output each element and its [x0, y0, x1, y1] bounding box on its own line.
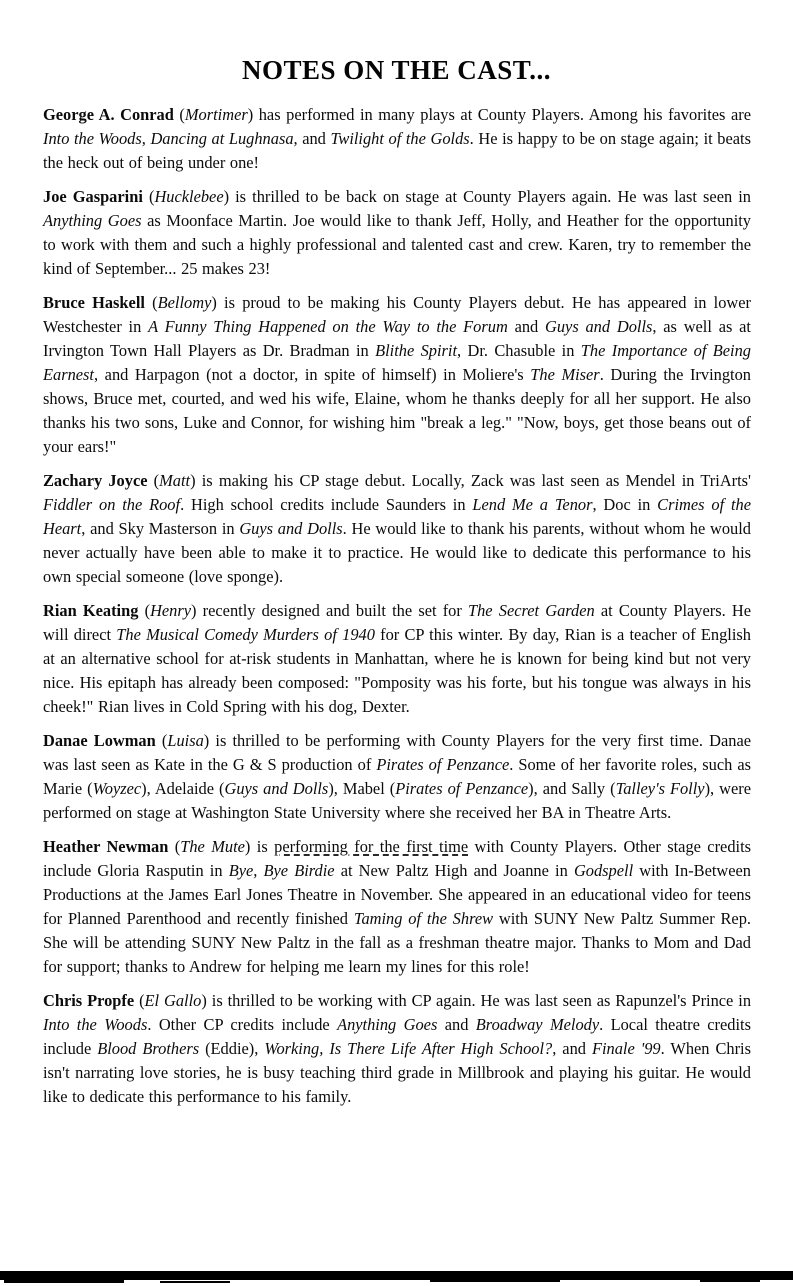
- text-segment: Bye, Bye Birdie: [228, 861, 335, 880]
- text-segment: Zachary Joyce: [43, 471, 154, 490]
- text-segment: Godspell: [573, 861, 634, 880]
- text-segment: Anything Goes: [43, 211, 142, 230]
- text-segment: at County Players. He will direct: [43, 601, 751, 644]
- text-segment: ), Adelaide (: [141, 779, 225, 798]
- cast-bio-paragraph: [43, 291, 751, 459]
- text-segment: . Other CP credits include: [147, 1015, 338, 1034]
- text-segment: ) is making his CP stage debut. Locally, Zack was last seen as Mendel in TriArts': [190, 471, 752, 490]
- text-segment: Talley's Folly: [615, 779, 705, 798]
- text-segment: Bellomy: [157, 293, 212, 312]
- text-segment: , Dr. Chasuble in: [457, 341, 581, 360]
- text-segment: ), and Sally (: [528, 779, 616, 798]
- text-segment: ) is thrilled to be performing with County Players for the very first time. Danae was last seen as Kate in the G & S production of: [43, 731, 751, 774]
- text-segment: Working, Is There Life After High School?: [264, 1039, 553, 1058]
- text-segment: Taming of the Shrew: [353, 909, 494, 928]
- text-segment: Woyzec: [92, 779, 142, 798]
- text-segment: ), Mabel (: [328, 779, 396, 798]
- text-segment: , and Harpagon (not a doctor, in spite of himself) in Moliere's: [94, 365, 531, 384]
- text-segment: Into the Woods: [43, 129, 142, 148]
- text-segment: (: [148, 187, 155, 206]
- text-segment: The Mute: [180, 837, 245, 856]
- text-segment: (: [179, 105, 185, 124]
- text-segment: Matt: [159, 471, 191, 490]
- text-segment: . Some of her favorite roles, such as Marie (: [43, 755, 751, 798]
- text-segment: The Secret Garden: [467, 601, 595, 620]
- text-segment: Henry: [150, 601, 192, 620]
- text-segment: Guys and Dolls: [224, 779, 329, 798]
- text-segment: ) has performed in many plays at County Players. Among his favorites are: [247, 105, 751, 124]
- text-segment: and: [507, 317, 546, 336]
- text-segment: Joe Gasparini: [43, 187, 149, 206]
- text-segment: Bruce Haskell: [43, 293, 153, 312]
- text-segment: . During the Irvington shows, Bruce met, courted, and wed his wife, Elaine, whom he thanks deeply for all her support. He also thanks his two sons, Luke and Connor, for wishing him "break a leg." "Now, boys, get those beans out of your ears!": [43, 365, 751, 456]
- text-segment: Finale '99: [591, 1039, 661, 1058]
- text-segment: ) recently designed and built the set for: [191, 601, 468, 620]
- text-segment: Danae Lowman: [43, 731, 162, 750]
- scan-edge-artifact: [430, 1280, 560, 1282]
- cast-bio-paragraph: [43, 599, 751, 719]
- text-segment: Dancing at Lughnasa: [150, 129, 294, 148]
- cast-bio-paragraph: [43, 989, 751, 1109]
- text-segment: (: [152, 293, 158, 312]
- text-segment: Guys and Dolls: [545, 317, 653, 336]
- text-segment: with In-Between Productions at the James Earl Jones Theatre in November. She appeared in an educational video for teens for Planned Parenthood and recently finished: [43, 861, 751, 928]
- text-segment: Anything Goes: [337, 1015, 438, 1034]
- text-segment: Pirates of Penzance: [395, 779, 529, 798]
- text-segment: , as well as at Irvington Town Hall Players as Dr. Bradman in: [43, 317, 751, 360]
- text-segment: Heather Newman: [43, 837, 175, 856]
- text-segment: with SUNY New Paltz Summer Rep. She will be attending SUNY New Paltz in the fall as a freshman theatre major. Thanks to Mom and Dad for support; thanks to Andrew for helping me learn my lines for this role!: [43, 909, 751, 976]
- text-segment: Into the Woods: [43, 1015, 148, 1034]
- text-segment: A Funny Thing Happened on the Way to the Forum: [148, 317, 508, 336]
- text-segment: El Gallo: [144, 991, 202, 1010]
- text-segment: The Importance of Being Earnest: [43, 341, 751, 384]
- text-segment: ), were performed on stage at Washington State University where she received her BA in Theatre Arts.: [43, 779, 751, 822]
- text-segment: ) is thrilled to be working with CP again. He was last seen as Rapunzel's Prince in: [201, 991, 752, 1010]
- text-segment: Chris Propfe: [43, 991, 140, 1010]
- text-segment: . High school credits include Saunders in: [180, 495, 473, 514]
- text-segment: Broadway Melody: [475, 1015, 600, 1034]
- scan-edge-artifact: [4, 1280, 124, 1283]
- text-segment: Rian Keating: [43, 601, 145, 620]
- text-segment: , and: [552, 1039, 592, 1058]
- text-segment: (: [139, 991, 145, 1010]
- text-segment: Mortimer: [184, 105, 248, 124]
- scan-edge-artifact: [700, 1280, 760, 1282]
- cast-notes: [43, 103, 751, 1119]
- text-segment: . He is happy to be on stage again; it beats the heck out of being under one!: [43, 129, 751, 172]
- text-segment: The Miser: [530, 365, 600, 384]
- scan-edge-artifact: [0, 1271, 793, 1280]
- text-segment: with County Players. Other stage credits include Gloria Rasputin in: [43, 837, 752, 880]
- text-segment: , and: [293, 129, 331, 148]
- text-segment: . Local theatre credits include: [43, 1015, 751, 1058]
- cast-bio-paragraph: [43, 729, 751, 825]
- text-segment: Luisa: [167, 731, 204, 750]
- text-segment: . When Chris isn't narrating love stories, he is busy teaching third grade in Millbrook and playing his guitar. He would like to dedicate this performance to his family.: [43, 1039, 751, 1106]
- cast-bio-paragraph: [43, 835, 751, 979]
- text-segment: as Moonface Martin. Joe would like to thank Jeff, Holly, and Heather for the opportunity to work with them and such a highly professional and talented cast and crew. Karen, try to remember the kind of September... 25 makes 23!: [43, 211, 751, 278]
- text-segment: and: [437, 1015, 476, 1034]
- text-segment: ,: [141, 129, 151, 148]
- text-segment: Guys and Dolls: [239, 519, 343, 538]
- text-segment: ) is: [244, 837, 275, 856]
- text-segment: for CP this winter. By day, Rian is a teacher of English at an alternative school for at-risk students in Manhattan, where he is known for being kind but not very nice. His epitaph has already been composed: "Pomposity was his forte, but his tongue was always in his cheek!" Rian lives in Cold Spring with his dog, Dexter.: [43, 625, 751, 716]
- cast-bio-paragraph: [43, 185, 751, 281]
- text-segment: Hucklebee: [154, 187, 224, 206]
- cast-bio-paragraph: [43, 469, 751, 589]
- text-segment: ) is thrilled to be back on stage at County Players again. He was last seen in: [223, 187, 751, 206]
- text-segment: , and Sky Masterson in: [81, 519, 240, 538]
- text-segment: Lend Me a Tenor: [472, 495, 593, 514]
- text-segment: performing for the first time: [274, 837, 469, 856]
- text-segment: (: [153, 471, 160, 490]
- text-segment: George A. Conrad: [43, 105, 180, 124]
- text-segment: , Doc in: [592, 495, 658, 514]
- text-segment: Crimes of the Heart: [43, 495, 751, 538]
- scan-edge-artifact: [160, 1281, 230, 1283]
- text-segment: (: [144, 601, 151, 620]
- text-segment: Fiddler on the Roof: [43, 495, 181, 514]
- text-segment: Blithe Spirit: [375, 341, 458, 360]
- text-segment: at New Paltz High and Joanne in: [334, 861, 574, 880]
- text-segment: (: [174, 837, 181, 856]
- text-segment: Twilight of the Golds: [330, 129, 470, 148]
- page-title: NOTES ON THE CAST...: [241, 55, 552, 85]
- text-segment: The Musical Comedy Murders of 1940: [116, 625, 375, 644]
- text-segment: Pirates of Penzance: [376, 755, 510, 774]
- text-segment: ) is proud to be making his County Players debut. He has appeared in lower Westchester in: [43, 293, 751, 336]
- text-segment: (Eddie),: [199, 1039, 265, 1058]
- text-segment: . He would like to thank his parents, without whom he would never actually have been able to make it to practice. He would like to dedicate this performance to his own special someone (love sponge).: [43, 519, 751, 586]
- text-segment: Blood Brothers: [97, 1039, 200, 1058]
- cast-bio-paragraph: [43, 103, 751, 175]
- text-segment: (: [161, 731, 168, 750]
